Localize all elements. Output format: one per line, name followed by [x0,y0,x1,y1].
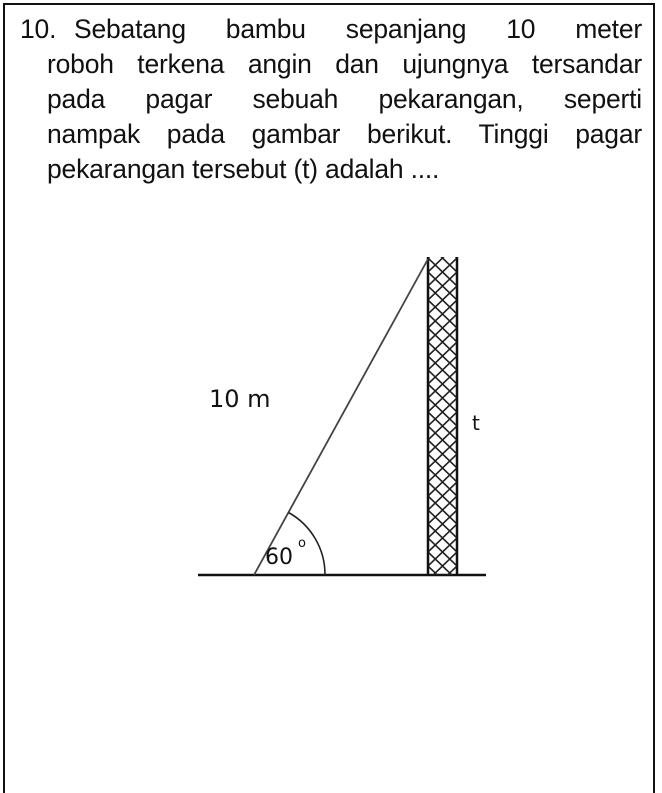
question-line-3: pada pagar sebuah pekarangan, seperti [47,84,642,114]
question-line-5: pekarangan tersebut (t) adalah .... [47,154,440,184]
question-line-2: roboh terkena angin dan ujungnya tersandar [47,49,642,79]
fence-height-label: t [472,411,480,435]
bamboo-line [254,259,428,575]
angle-label: 60 [265,545,293,570]
degree-symbol: o [298,536,306,551]
fence-hatching [428,257,457,575]
angle-arc [289,513,326,576]
bamboo-length-label: 10 m [209,385,271,413]
question-line-4: nampak pada gambar berikut. Tinggi pagar [47,119,642,149]
question-number: 10. [20,14,57,44]
question-line-1-text: Sebatang bambu sepanjang 10 meter [74,14,642,44]
